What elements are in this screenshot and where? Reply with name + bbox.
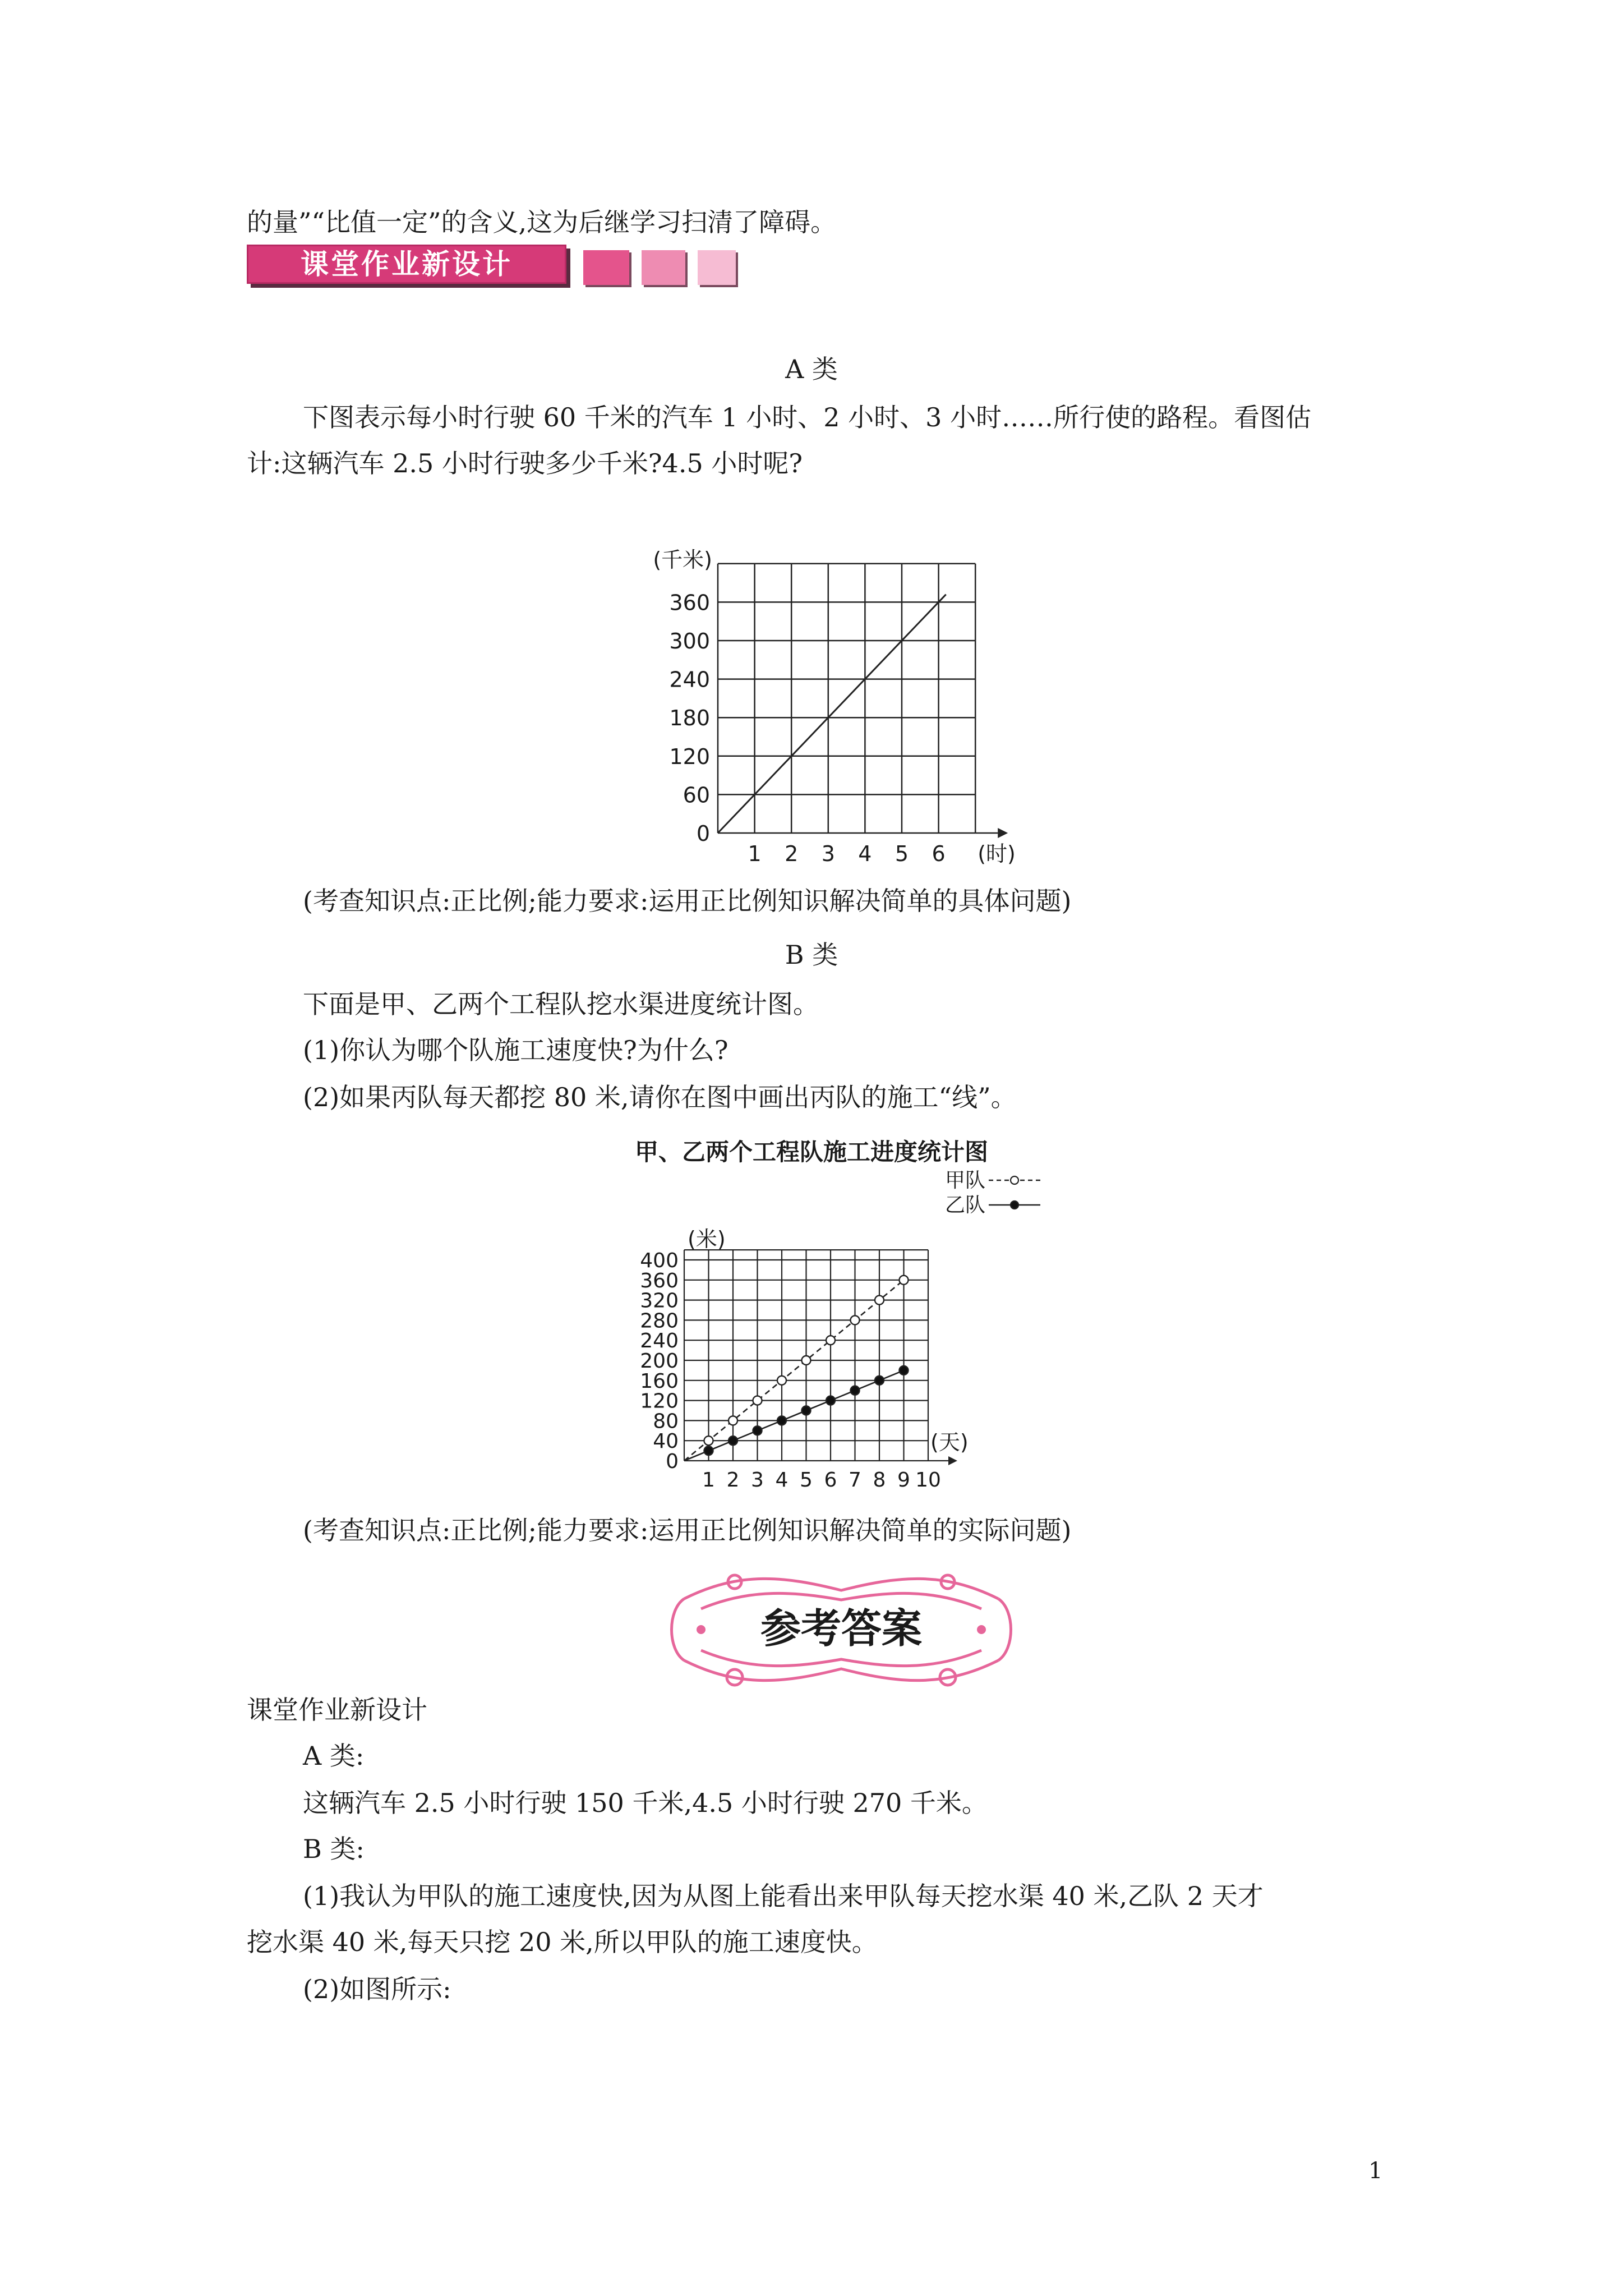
series-jia-point — [777, 1376, 786, 1385]
legend-jia-label: 甲队 — [945, 1169, 986, 1192]
part-a-heading: A 类 — [785, 354, 838, 384]
y-tick-label: 240 — [640, 1329, 679, 1353]
series-jia-point — [826, 1336, 835, 1345]
section-banner-label: 课堂作业新设计 — [301, 248, 513, 280]
part-b-question-1: (1)你认为哪个队施工速度快?为什么? — [303, 1035, 728, 1065]
series-yi-point — [875, 1376, 884, 1385]
distance-time-chart — [617, 539, 1066, 869]
part-a-question-line2: 计:这辆汽车 2.5 小时行驶多少千米?4.5 小时呢? — [247, 448, 803, 478]
series-jia-point — [851, 1315, 860, 1324]
part-b-question-2: (2)如果丙队每天都挖 80 米,请你在图中画出丙队的施工“线”。 — [303, 1082, 1017, 1112]
part-b-heading: B 类 — [785, 940, 838, 970]
series-yi-point — [753, 1426, 762, 1435]
series-yi-point — [826, 1396, 835, 1405]
x-tick-label: 7 — [849, 1469, 861, 1492]
x-tick-label: 6 — [824, 1469, 837, 1492]
x-tick-label: 10 — [915, 1469, 941, 1492]
series-jia-point — [875, 1296, 884, 1305]
legend-yi-label: 乙队 — [945, 1194, 986, 1217]
answers-banner-label: 参考答案 — [760, 1604, 923, 1652]
x-tick-label: 5 — [800, 1469, 813, 1492]
section-banner — [247, 245, 566, 284]
x-tick-label: 3 — [821, 841, 835, 866]
answers-b1-line1: (1)我认为甲队的施工速度快,因为从图上能看出来甲队每天挖水渠 40 米,乙队 2 天才 — [303, 1881, 1264, 1911]
x-axis-arrow — [948, 1456, 957, 1465]
x-tick-label: 9 — [897, 1469, 910, 1492]
answers-ornament — [662, 1565, 1021, 1694]
series-jia-point — [753, 1396, 762, 1405]
x-axis-label: (时) — [978, 841, 1016, 866]
x-tick-label: 3 — [751, 1469, 764, 1492]
series-yi-line — [684, 1370, 904, 1461]
series-jia-line — [684, 1280, 904, 1461]
y-tick-label: 80 — [653, 1410, 679, 1433]
y-tick-label: 360 — [640, 1269, 679, 1292]
legend-yi-marker — [1011, 1201, 1018, 1209]
y-tick-label: 40 — [653, 1430, 679, 1453]
answers-b-label: B 类: — [303, 1834, 365, 1864]
series-jia-point — [704, 1436, 713, 1445]
y-tick-label: 320 — [640, 1289, 679, 1313]
x-tick-label: 6 — [932, 841, 946, 866]
x-tick-label: 2 — [726, 1469, 740, 1492]
y-axis-label: (米) — [688, 1227, 726, 1252]
banner-square-2 — [642, 250, 685, 285]
y-tick-label: 280 — [640, 1309, 679, 1333]
y-tick-label: 180 — [669, 706, 710, 731]
x-tick-label: 1 — [702, 1469, 715, 1492]
y-tick-label: 0 — [696, 821, 710, 846]
x-tick-label: 8 — [873, 1469, 886, 1492]
banner-square-3 — [698, 250, 736, 285]
series-jia-point — [802, 1356, 811, 1365]
series-jia-point — [728, 1416, 737, 1425]
x-axis-arrow — [998, 828, 1008, 838]
x-tick-label: 4 — [858, 841, 872, 866]
x-tick-label: 1 — [748, 841, 762, 866]
series-yi-point — [728, 1436, 737, 1445]
series-yi-point — [777, 1416, 786, 1425]
series-jia-point — [900, 1276, 909, 1285]
legend-jia-marker — [1011, 1176, 1018, 1184]
answers-b1-line2: 挖水渠 40 米,每天只挖 20 米,所以甲队的施工速度快。 — [247, 1927, 878, 1957]
answers-title: 课堂作业新设计 — [247, 1695, 427, 1725]
series-yi-point — [900, 1366, 909, 1375]
distance-line — [718, 595, 946, 833]
x-tick-label: 4 — [775, 1469, 789, 1492]
series-yi-point — [851, 1386, 860, 1395]
y-tick-label: 160 — [640, 1369, 679, 1393]
y-tick-label: 0 — [666, 1450, 679, 1473]
answers-b2: (2)如图所示: — [303, 1974, 451, 2004]
y-tick-label: 200 — [640, 1350, 679, 1373]
answers-a-text: 这辆汽车 2.5 小时行驶 150 千米,4.5 小时行驶 270 千米。 — [303, 1788, 988, 1818]
y-tick-label: 60 — [683, 783, 710, 808]
page-number: 1 — [1368, 2158, 1383, 2184]
part-b-intro: 下面是甲、乙两个工程队挖水渠进度统计图。 — [303, 989, 819, 1019]
y-tick-label: 120 — [640, 1389, 679, 1413]
chart-b-title: 甲、乙两个工程队施工进度统计图 — [634, 1138, 988, 1166]
intro-line: 的量”“比值一定”的含义,这为后继学习扫清了障碍。 — [247, 207, 837, 237]
y-tick-label: 240 — [669, 667, 710, 692]
series-yi-point — [704, 1446, 713, 1455]
x-tick-label: 2 — [785, 841, 799, 866]
series-yi-point — [802, 1406, 811, 1415]
part-b-note: (考查知识点:正比例;能力要求:运用正比例知识解决简单的实际问题) — [303, 1515, 1072, 1545]
part-a-question-line1: 下图表示每小时行驶 60 千米的汽车 1 小时、2 小时、3 小时……所行使的路程。看图估 — [303, 402, 1312, 432]
y-tick-label: 360 — [669, 590, 710, 615]
y-axis-label: (千米) — [653, 547, 712, 572]
part-a-note: (考查知识点:正比例;能力要求:运用正比例知识解决简单的具体问题) — [303, 886, 1072, 916]
answers-a-label: A 类: — [303, 1741, 365, 1771]
x-tick-label: 5 — [895, 841, 909, 866]
construction-progress-chart — [606, 1163, 1088, 1500]
y-tick-label: 400 — [640, 1249, 679, 1272]
banner-square-1 — [583, 250, 629, 285]
y-tick-label: 300 — [669, 629, 710, 654]
x-axis-label: (天) — [930, 1430, 969, 1455]
y-tick-label: 120 — [669, 744, 710, 769]
